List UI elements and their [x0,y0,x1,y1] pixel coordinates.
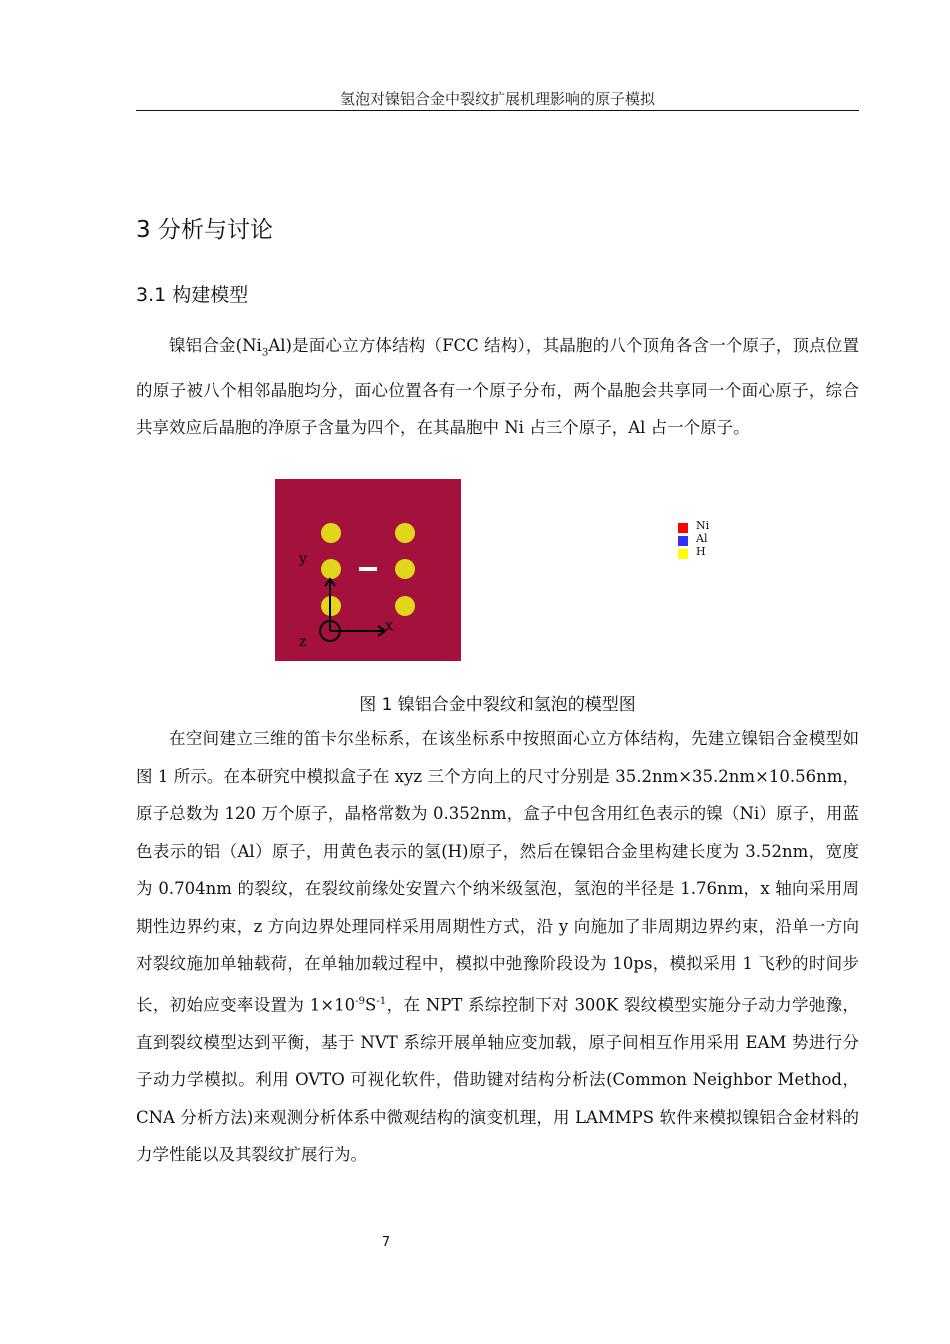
running-header: 氢泡对镍铝合金中裂纹扩展机理影响的原子模拟 [339,90,655,108]
crack-bubble-model-figure [275,479,461,661]
hydrogen-bubble [395,596,415,616]
model-image [275,479,461,661]
legend-item-h [678,546,718,559]
paragraph-methods: 在空间建立三维的笛卡尔坐标系，在该坐标系中按照面心立方体结构，先建立镍铝合金模型如图 1 所示。在本研究中模拟盒子在 xyz 三个方向上的尺寸分别是 35.2nm×35.2nm×10.56nm，原子总数为 120 万个原子，晶格常数为 0.352nm，盒子中包含用红色表示的镍（Ni）原子，用蓝色表示的铝（Al）原子，用黄色表示的氢(H)原子，然后在镍铝合金里构建长度为 3.52nm，宽度为 0.704nm 的裂纹，在裂纹前缘处安置六个纳米级氢泡，氢泡的半径是 1.76nm，x 轴向采用周期性边界约束，z 方向边界处理同样采用周期性方式，沿 y 向施加了非周期边界约束，沿单一方向对裂纹施加单轴载荷，在单轴加载过程中，模拟中弛豫阶段设为 10ps，模拟采用 1 飞秒的时间步长，初始应变率设置为 $1\times 10^{-9}S^{-1}$，在 NPT 系综控制下对 300K 裂纹模型实施分子动力学弛豫，直到裂纹模型达到平衡，基于 NVT 系综开展单轴应变加载，原子间相互作用采用 EAM 势进行分子动力学模拟。利用 OVTO 可视化软件，借助键对结构分析法(Common Neighbor Method，CNA 分析方法)来观测分析体系中微观结构的演变机理，用 LAMMPS 软件来模拟镍铝合金材料的力学性能以及其裂纹扩展行为。 [136,729,859,1164]
x-axis-label: x [385,618,393,634]
atom-legend [678,520,718,564]
paragraph-structure: 镍铝合金$(Ni_3Al)$是面心立方体结构（FCC 结构），其晶胞的八个顶角各含一个原子，顶点位置的原子被八个相邻晶胞均分，面心位置各有一个原子分布，两个晶胞会共享同一个面心原子，综合共享效应后晶胞的净原子含量为四个，在其晶胞中 Ni 占三个原子，Al 占一个原子。 [136,336,860,438]
coordinate-axes [320,579,385,641]
y-axis-label: y [299,551,307,567]
legend-swatch-al [678,536,688,546]
page-number: 7 [381,1235,391,1250]
header-divider [136,110,859,111]
hydrogen-bubble [321,559,341,579]
legend-label-h: H [696,545,706,558]
crack [359,567,377,571]
section-heading: 3 分析与讨论 [136,217,273,243]
hydrogen-bubble [321,523,341,543]
legend-label-al: Al [696,532,708,545]
legend-swatch-h [678,549,688,559]
subsection-heading: 3.1 构建模型 [136,284,249,306]
hydrogen-bubble [395,559,415,579]
hydrogen-bubble [395,523,415,543]
legend-label-ni: Ni [696,519,710,532]
z-axis-label: z [299,634,307,650]
figure-caption: 图 1 镍铝合金中裂纹和氢泡的模型图 [359,695,636,715]
legend-swatch-ni [678,523,688,533]
